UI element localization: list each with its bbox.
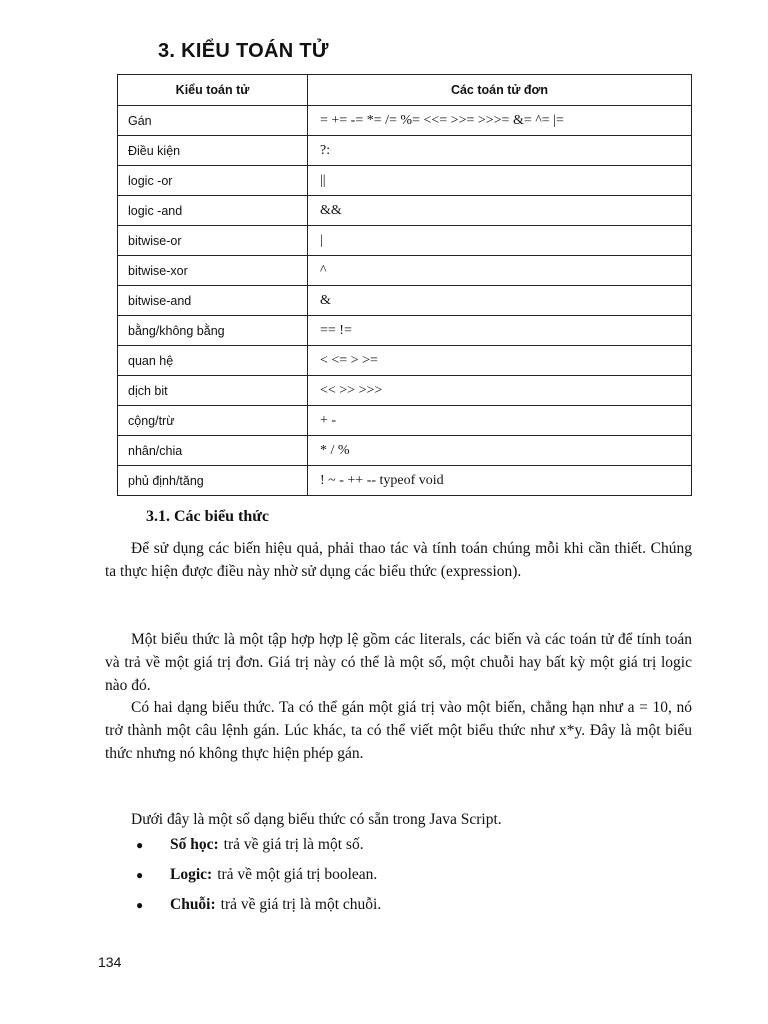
operators-cell: ! ~ - ++ -- typeof void [308,466,692,496]
operators-cell: << >> >>> [308,376,692,406]
operator-type-cell: nhân/chia [118,436,308,466]
list-item-text: trả về giá trị là một số. [223,836,364,853]
column-header-operator-type: Kiểu toán tử [118,75,308,106]
operator-type-cell: bitwise-or [118,226,308,256]
paragraph: Để sử dụng các biến hiệu quả, phải thao tác và tính toán chúng mỗi khi cần thiết. Chúng ta thực hiện được điều này nhờ sử dụng các biểu thức (expression). [105,540,692,580]
paragraph: Một biểu thức là một tập hợp hợp lệ gồm các literals, các biến và các toán tử để tính toán và trả về một giá trị đơn. Giá trị này có thể là một số, một chuỗi hay bất kỳ một giá trị logic nào đó. [105,631,692,694]
subsection-title: 3.1. Các biểu thức [146,508,269,525]
table-row [118,406,692,436]
operators-cell: + - [308,406,692,436]
table-row [118,136,692,166]
operator-type-cell: dịch bit [118,376,308,406]
paragraph: Có hai dạng biểu thức. Ta có thể gán một giá trị vào một biến, chẳng hạn như a = 10, nó trở thành một câu lệnh gán. Lúc khác, ta có thể viết một biểu thức như x*y. Đây là một biểu thức nhưng nó không thực hiện phép gán. [105,699,692,762]
page-number: 134 [98,954,122,970]
table-row [118,376,692,406]
table-row [118,106,692,136]
table-row [118,466,692,496]
bullet-icon: ● [136,898,144,912]
operator-type-cell: Gán [118,106,308,136]
operators-cell: || [308,166,692,196]
operator-type-cell: bằng/không bằng [118,316,308,346]
table-row [118,196,692,226]
operator-type-cell: quan hệ [118,346,308,376]
operator-type-cell: logic -or [118,166,308,196]
list-item [136,890,696,920]
operator-type-cell: logic -and [118,196,308,226]
expression-types-list [136,830,696,920]
list-item [136,830,696,860]
table-row [118,226,692,256]
list-item [136,860,696,890]
table-row [118,166,692,196]
operator-type-cell: bitwise-and [118,286,308,316]
operators-cell: ^ [308,256,692,286]
operators-cell: && [308,196,692,226]
list-item-text: trả về giá trị là một chuỗi. [220,896,382,913]
operators-cell: * / % [308,436,692,466]
table-header-row [118,75,692,106]
bullet-icon: ● [136,868,144,882]
table-row [118,436,692,466]
operators-cell: | [308,226,692,256]
paragraph: Dưới đây là một số dạng biểu thức có sẵn trong Java Script. [131,811,502,828]
operator-type-cell: phủ định/tăng [118,466,308,496]
column-header-operators: Các toán tử đơn [308,75,692,106]
table-row [118,286,692,316]
operator-type-cell: bitwise-xor [118,256,308,286]
table-row [118,316,692,346]
table-row [118,256,692,286]
operators-cell: < <= > >= [308,346,692,376]
operators-cell: = += -= *= /= %= <<= >>= >>>= &= ^= |= [308,106,692,136]
operator-type-cell: Điều kiện [118,136,308,166]
list-item-term: Số học: [170,836,219,853]
operator-type-cell: cộng/trừ [118,406,308,436]
operators-cell: ?: [308,136,692,166]
table-row [118,346,692,376]
list-item-term: Logic: [170,866,213,883]
section-title: 3. KIỂU TOÁN TỬ [158,40,329,62]
operator-table [117,74,692,496]
operators-cell: & [308,286,692,316]
operators-cell: == != [308,316,692,346]
list-item-text: trả về một giá trị boolean. [217,866,378,883]
list-item-term: Chuỗi: [170,896,216,913]
bullet-icon: ● [136,838,144,852]
